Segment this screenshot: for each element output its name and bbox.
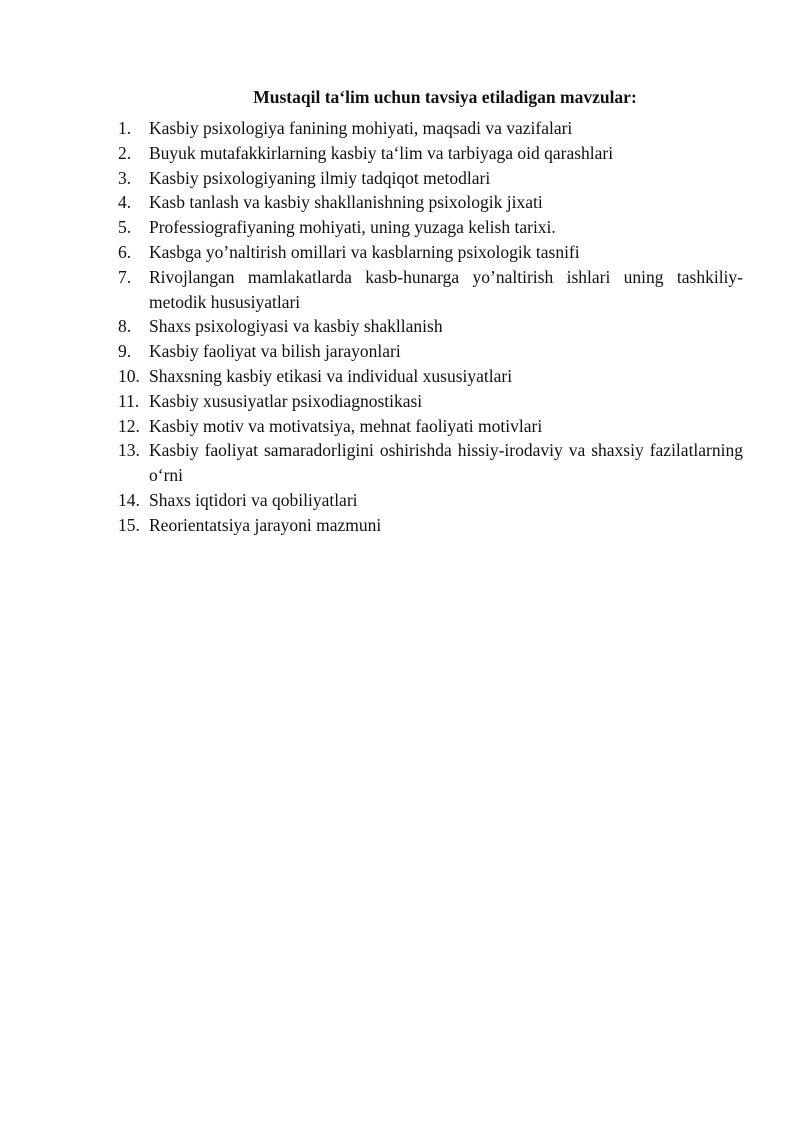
item-text: Kasbiy psixologiya fanining mohiyati, maqsadi va vazifalari [149, 118, 573, 138]
item-number: 2. [118, 142, 132, 163]
item-text: Kasbiy faoliyat va bilish jarayonlari [149, 341, 401, 362]
item-number: 3. [118, 167, 132, 188]
item-text: Kasb tanlash va kasbiy shakllanishning psixologik jixati [149, 192, 543, 213]
item-number: 11. [118, 390, 140, 411]
list-item [118, 438, 743, 488]
item-text: Kasbga yo’naltirish omillari va kasblarning psixologik tasnifi [149, 241, 580, 262]
item-text: Reorientatsiya jarayoni mazmuni [149, 514, 382, 535]
item-number: 1. [118, 118, 132, 138]
item-number: 4. [118, 192, 132, 213]
list-item [118, 215, 743, 240]
list-item [118, 414, 743, 439]
list-item [118, 190, 743, 215]
item-number: 7. [118, 266, 132, 287]
item-number: 14. [118, 489, 140, 510]
list-item [118, 240, 743, 265]
item-text: Kasbiy faoliyat samaradorligini oshirishda hissiy-irodaviy va shaxsiy fazilatlarning o‘rni [149, 440, 743, 486]
item-number: 9. [118, 341, 132, 362]
list-item [118, 488, 743, 513]
item-text: Kasbiy motiv va motivatsiya, mehnat faoliyati motivlari [149, 415, 543, 436]
topic-list [118, 116, 743, 538]
item-number: 13. [118, 440, 140, 461]
list-item [118, 314, 743, 339]
item-text: Kasbiy xususiyatlar psixodiagnostikasi [149, 390, 423, 411]
item-text: Buyuk mutafakkirlarning kasbiy ta‘lim va tarbiyaga oid qarashlari [149, 142, 614, 163]
list-item [118, 141, 743, 166]
item-number: 12. [118, 415, 140, 436]
item-text: Kasbiy psixologiyaning ilmiy tadqiqot metodlari [149, 167, 491, 188]
item-text: Shaxsning kasbiy etikasi va individual xususiyatlari [149, 365, 513, 386]
document-title: Mustaqil ta‘lim uchun tavsiya etiladigan mavzular: [253, 87, 637, 107]
list-item [118, 166, 743, 191]
item-text: Shaxs psixologiyasi va kasbiy shakllanish [149, 316, 443, 337]
list-item [118, 265, 743, 315]
item-text: Professiografiyaning mohiyati, uning yuzaga kelish tarixi. [149, 217, 556, 238]
item-text: Rivojlangan mamlakatlarda kasb-hunarga yo’naltirish ishlari uning tashkiliy-metodik hususiyatlari [149, 266, 743, 312]
item-number: 8. [118, 316, 132, 337]
item-number: 10. [118, 365, 140, 386]
list-item [118, 389, 743, 414]
list-item [118, 116, 743, 141]
item-number: 15. [118, 514, 140, 535]
list-item [118, 364, 743, 389]
item-number: 6. [118, 241, 132, 262]
list-item [118, 513, 743, 538]
item-number: 5. [118, 217, 132, 238]
list-item [118, 339, 743, 364]
item-text: Shaxs iqtidori va qobiliyatlari [149, 489, 358, 510]
